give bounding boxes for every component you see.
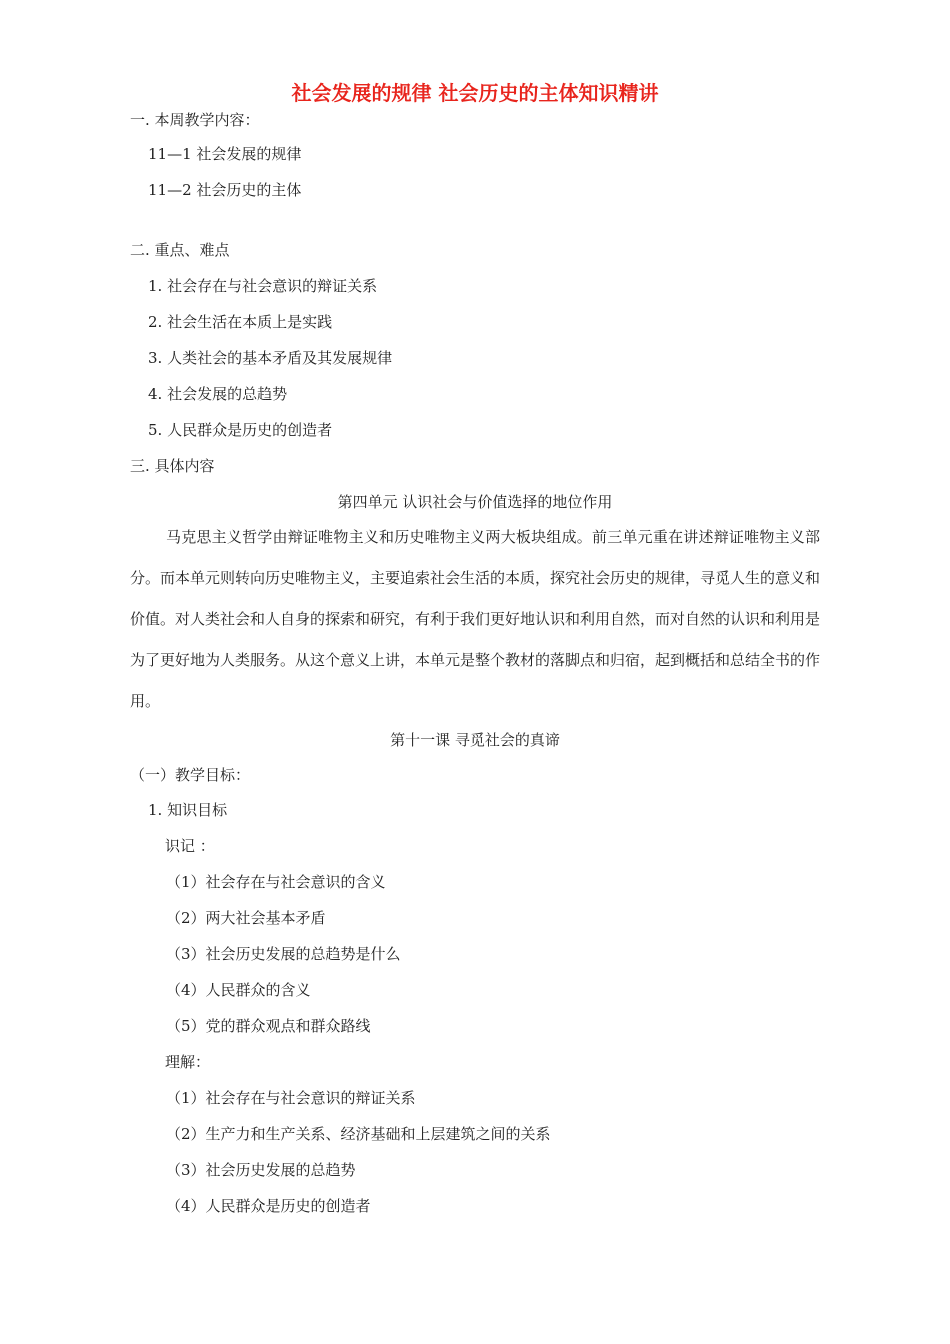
understand-item: （4）人民群众是历史的创造者	[166, 1197, 371, 1215]
section2-item: 3. 人类社会的基本矛盾及其发展规律	[148, 349, 393, 367]
unit-title: 第四单元 认识社会与价值选择的地位作用	[337, 493, 613, 511]
section1-item: 11—2 社会历史的主体	[148, 181, 302, 199]
section2-item: 1. 社会存在与社会意识的辩证关系	[148, 277, 378, 295]
lesson-title: 第十一课 寻觅社会的真谛	[390, 731, 560, 749]
recall-item: （2）两大社会基本矛盾	[166, 909, 326, 927]
recall-label: 识记 ：	[165, 837, 215, 855]
recall-item: （5）党的群众观点和群众路线	[166, 1017, 371, 1035]
section2-item: 5. 人民群众是历史的创造者	[148, 421, 333, 439]
section1-heading: 一. 本周教学内容：	[130, 111, 260, 129]
section2-heading: 二. 重点、难点	[130, 241, 230, 259]
goals-heading: （一）教学目标：	[130, 766, 251, 784]
recall-item: （1）社会存在与社会意识的含义	[166, 873, 386, 891]
recall-item: （3）社会历史发展的总趋势是什么	[166, 945, 401, 963]
understand-item: （3）社会历史发展的总趋势	[166, 1161, 356, 1179]
unit-paragraph: 马克思主义哲学由辩证唯物主义和历史唯物主义两大板块组成。前三单元重在讲述辩证唯物主义部分。而本单元则转向历史唯物主义，主要追索社会生活的本质，探究社会历史的规律，寻觅人生的意义和价值。对人类社会和人自身的探索和研究，有利于我们更好地认识和利用自然，而对自然的认识和利用是为了更好地为人类服务。从这个意义上讲，本单元是整个教材的落脚点和归宿，起到概括和总结全书的作用。	[130, 528, 821, 710]
understand-item: （2）生产力和生产关系、经济基础和上层建筑之间的关系	[166, 1125, 551, 1143]
knowledge-heading: 1. 知识目标	[148, 801, 228, 819]
understand-label: 理解：	[165, 1053, 211, 1071]
document-title: 社会发展的规律 社会历史的主体知识精讲	[291, 81, 659, 105]
section1-item: 11—1 社会发展的规律	[148, 145, 302, 163]
section3-heading: 三. 具体内容	[130, 457, 215, 475]
recall-item: （4）人民群众的含义	[166, 981, 311, 999]
section2-item: 4. 社会发展的总趋势	[148, 385, 288, 403]
section2-item: 2. 社会生活在本质上是实践	[148, 313, 333, 331]
understand-item: （1）社会存在与社会意识的辩证关系	[166, 1089, 416, 1107]
